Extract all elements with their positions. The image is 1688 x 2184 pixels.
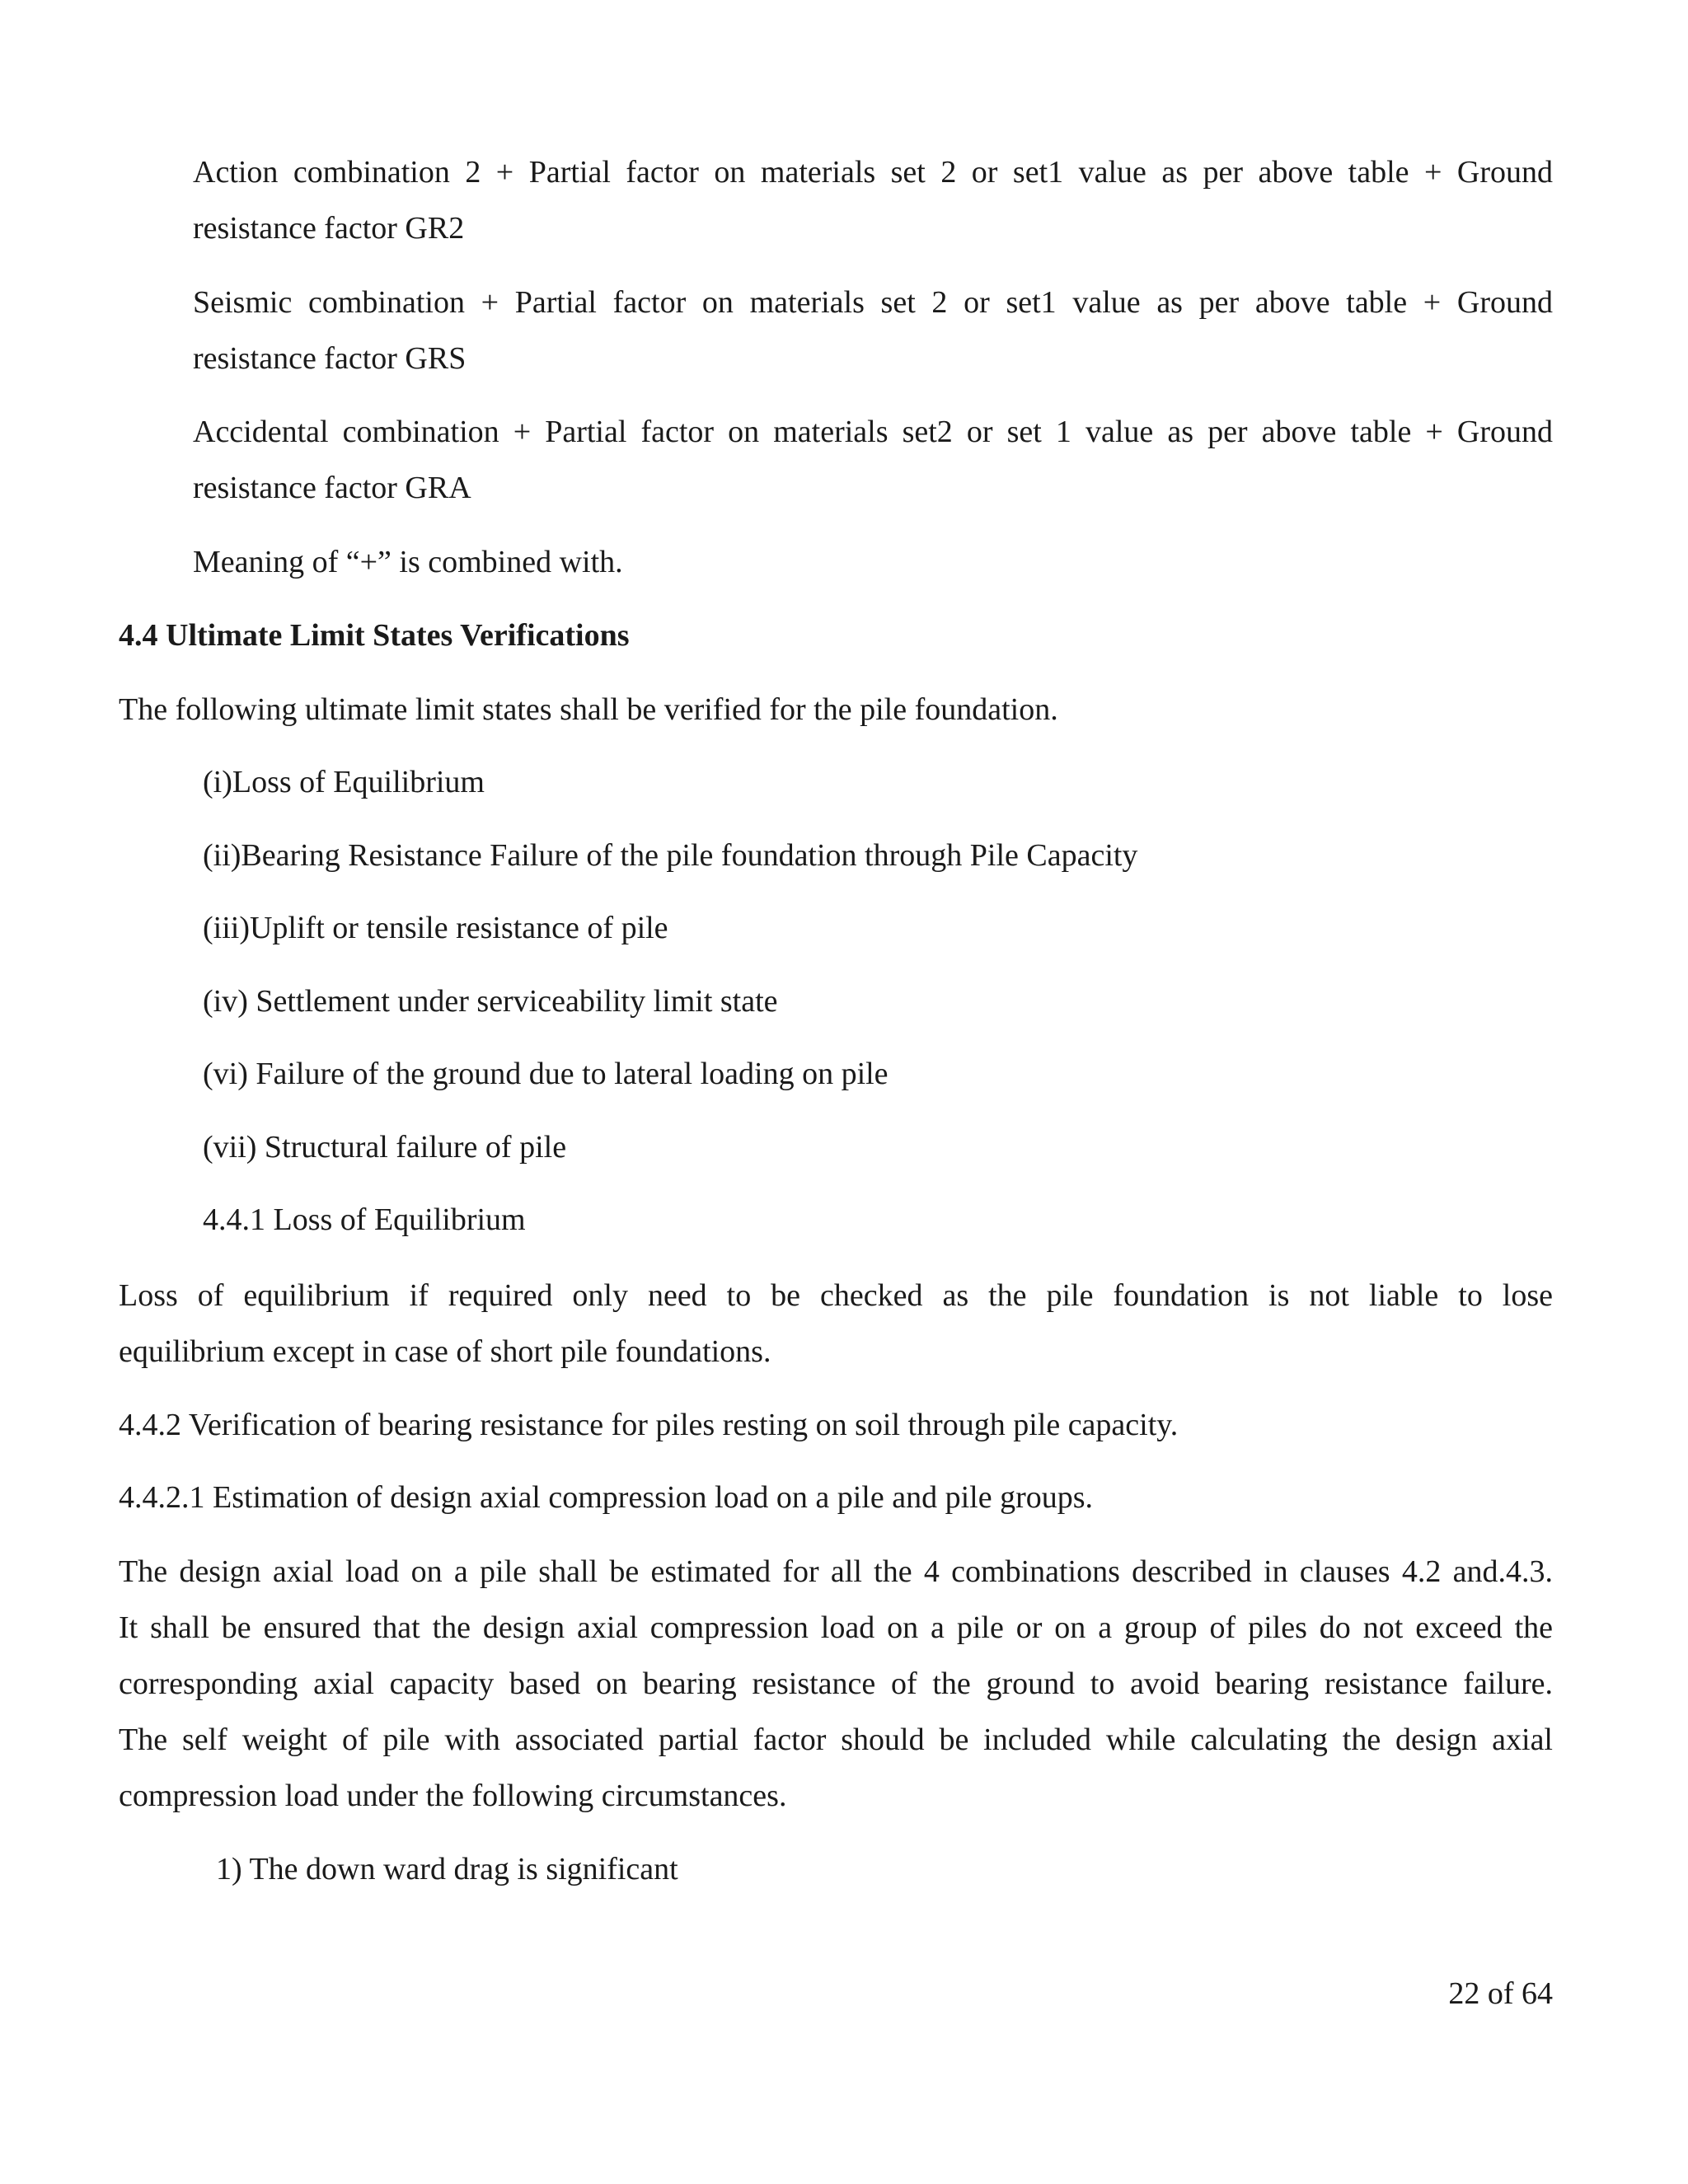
section-4-4-heading: 4.4 Ultimate Limit States Verifications [119, 618, 630, 653]
page-number: 22 of 64 [1448, 1976, 1553, 2011]
limit-state-item: (i)Loss of Equilibrium [203, 765, 485, 799]
section-4-4-2-heading: 4.4.2 Verification of bearing resistance for piles resting on soil through pile capacity. [119, 1408, 1179, 1442]
plus-meaning-note: Meaning of “+” is combined with. [193, 545, 623, 579]
accidental-combination-line-1: Accidental combination + Partial factor on materials set2 or set 1 value as per above table + Ground [193, 415, 1553, 449]
section-4-4-1-heading: 4.4.1 Loss of Equilibrium [203, 1202, 526, 1237]
limit-state-item: (vi) Failure of the ground due to lateral loading on pile [203, 1057, 889, 1091]
section-4-4-1-paragraph-line-1: Loss of equilibrium if required only need to be checked as the pile foundation is not liable to lose [119, 1278, 1553, 1313]
limit-state-item: (ii)Bearing Resistance Failure of the pile foundation through Pile Capacity [203, 838, 1138, 873]
limit-state-item: (iii)Uplift or tensile resistance of pile [203, 911, 668, 945]
section-4-4-2-1-paragraph-line: corresponding axial capacity based on bearing resistance of the ground to avoid bearing resistance failure. [119, 1666, 1553, 1701]
section-4-4-1-paragraph-line-2: equilibrium except in case of short pile foundations. [119, 1334, 771, 1369]
section-4-4-2-1-paragraph-line: The design axial load on a pile shall be estimated for all the 4 combinations described in clauses 4.2 and.4.3. [119, 1554, 1553, 1589]
limit-state-item: (iv) Settlement under serviceability limit state [203, 984, 778, 1019]
combination-2-line-1: Action combination 2 + Partial factor on materials set 2 or set1 value as per above table + Ground [193, 155, 1553, 190]
section-4-4-2-1-heading: 4.4.2.1 Estimation of design axial compression load on a pile and pile groups. [119, 1480, 1094, 1515]
section-4-4-intro: The following ultimate limit states shall be verified for the pile foundation. [119, 692, 1058, 727]
limit-state-item: (vii) Structural failure of pile [203, 1130, 567, 1165]
seismic-combination-line-1: Seismic combination + Partial factor on materials set 2 or set1 value as per above table + Ground [193, 285, 1553, 320]
section-4-4-2-1-paragraph-line: The self weight of pile with associated partial factor should be included while calculating the design axial [119, 1722, 1553, 1757]
section-4-4-2-1-paragraph-line: compression load under the following circumstances. [119, 1779, 787, 1813]
section-4-4-2-1-paragraph-line: It shall be ensured that the design axial compression load on a pile or on a group of piles do not exceed the [119, 1610, 1553, 1645]
circumstance-item: 1) The down ward drag is significant [216, 1852, 678, 1886]
accidental-combination-line-2: resistance factor GRA [193, 471, 471, 505]
seismic-combination-line-2: resistance factor GRS [193, 341, 467, 376]
combination-2-line-2: resistance factor GR2 [193, 211, 465, 246]
